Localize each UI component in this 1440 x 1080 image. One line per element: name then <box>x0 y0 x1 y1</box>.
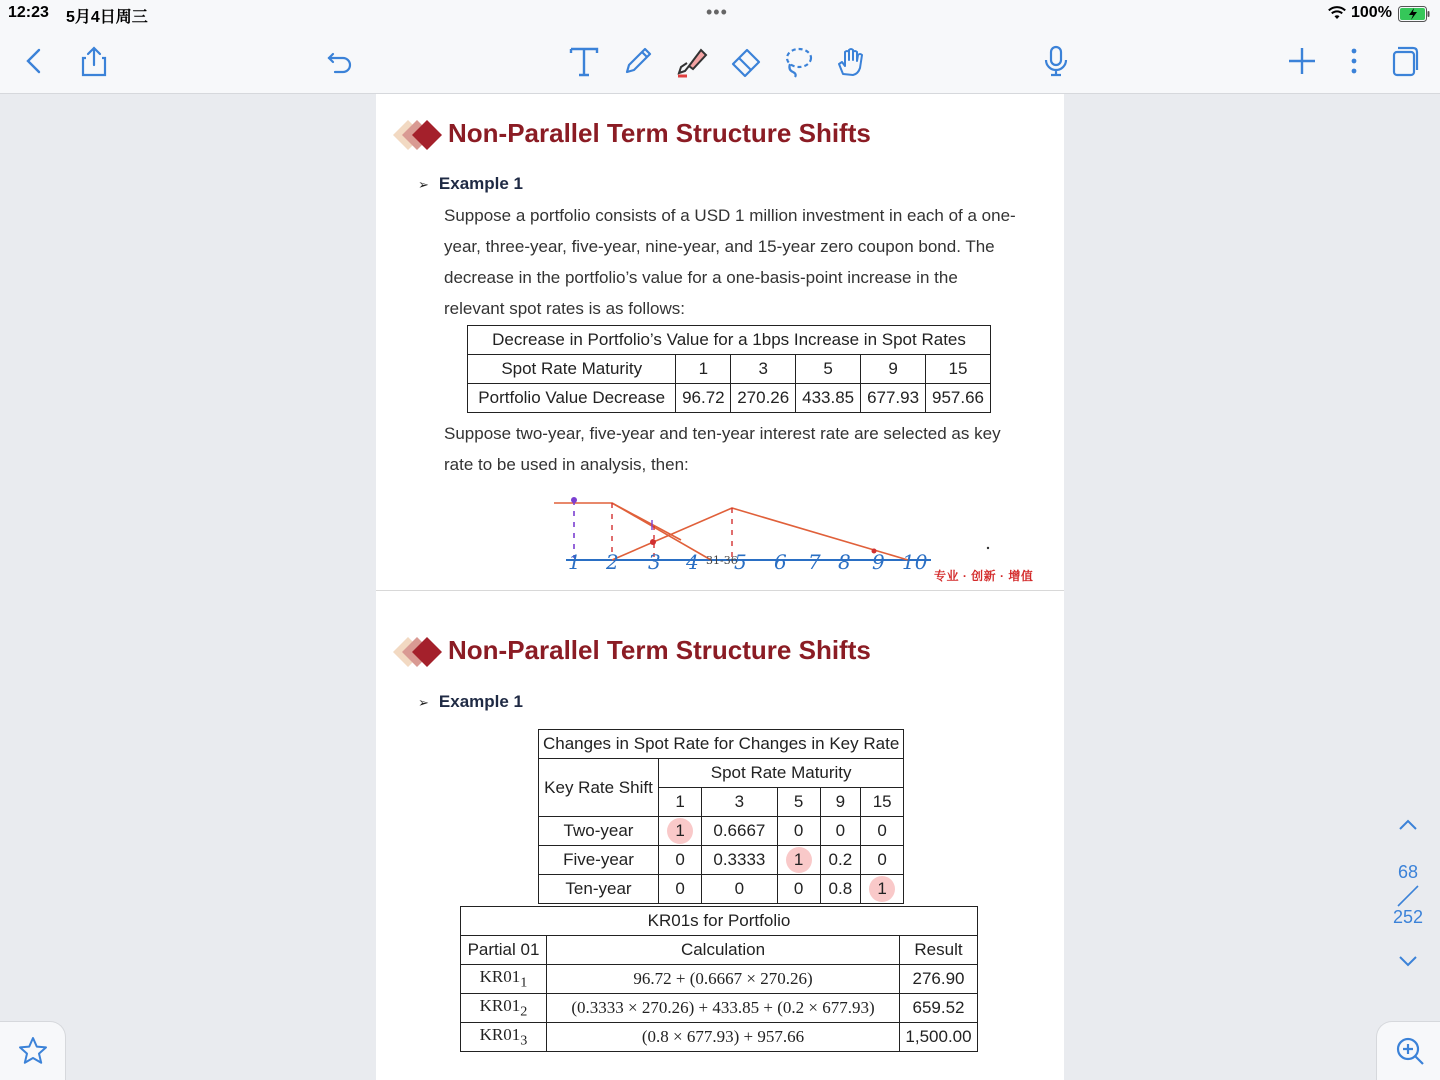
highlight-mark: 1 <box>786 847 812 873</box>
sketch-axis-labels: 1 2 3 4 31-36 5 6 7 8 9 10 <box>568 550 928 574</box>
bullet-example: ➢ Example 1 <box>418 174 524 193</box>
page-slash-icon <box>1396 884 1420 908</box>
highlight-mark: 1 <box>667 818 693 844</box>
table-row: $KR01_2$ (0.3333 × 270.26) + 433.85 + (0.2 × 677.93) 659.52 <box>461 994 978 1023</box>
slide-title: Non-Parallel Term Structure Shifts <box>448 118 871 148</box>
table-row: Two-year 1 0.6667 0 0 0 <box>539 817 904 846</box>
total-pages-number: 252 <box>1392 907 1424 927</box>
mic-icon[interactable] <box>1038 42 1074 80</box>
title-diamonds-icon <box>392 118 444 152</box>
title-diamonds-icon <box>392 635 444 669</box>
status-time: 12:23 <box>8 4 49 21</box>
table-caption: Decrease in Portfolio’s Value for a 1bps Increase in Spot Rates <box>468 326 991 355</box>
status-date: 5月4日周三 <box>66 9 148 26</box>
kr01-table <box>460 906 978 1052</box>
table-caption: KR01s for Portfolio <box>461 907 978 936</box>
current-page-number[interactable]: 68 <box>1397 862 1419 882</box>
favorite-button[interactable] <box>0 1021 66 1080</box>
portfolio-decrease-table <box>467 325 991 413</box>
table-row: 1 3 5 9 15 <box>539 788 904 817</box>
intro-paragraph: Suppose a portfolio consists of a USD 1 million investment in each of a one- year, three-year, five-year, nine-year, and 15-year zero coupon bond. The decrease in the portfolio’s value for a one-basis-point increase in the relevant spot rates is as follows: <box>444 206 1016 318</box>
table-row: $KR01_1$ 96.72 + (0.6667 × 270.26) 276.90 <box>461 965 978 994</box>
pages-icon[interactable] <box>1386 42 1422 80</box>
table-row: Portfolio Value Decrease 96.72 270.26 433.85 677.93 957.66 <box>468 384 991 413</box>
zoom-in-icon <box>1394 1035 1426 1067</box>
share-icon[interactable] <box>76 42 112 80</box>
hand-icon[interactable] <box>832 42 868 80</box>
table-header: Partial 01 Calculation Result <box>461 936 978 965</box>
add-icon[interactable] <box>1284 42 1320 80</box>
brand-slogan: 专业 · 创新 · 增值 <box>934 569 1034 583</box>
more-icon[interactable] <box>1336 42 1372 80</box>
document-page[interactable] <box>376 591 1064 1080</box>
battery-charging-icon <box>1398 6 1430 22</box>
bullet-example: ➢ Example 1 <box>418 692 524 711</box>
table-row: Spot Rate Maturity 1 3 5 9 15 <box>468 355 991 384</box>
multitasking-dots[interactable]: ••• <box>706 2 728 22</box>
table-row: Five-year 0 0.3333 1 0.2 0 <box>539 846 904 875</box>
status-bar <box>0 0 1440 28</box>
zoom-button[interactable] <box>1376 1021 1440 1080</box>
page-down-icon[interactable] <box>1398 954 1418 968</box>
table-caption: Changes in Spot Rate for Changes in Key Rate <box>539 730 904 759</box>
table-row: $KR01_3$ (0.8 × 677.93) + 957.66 1,500.00 <box>461 1023 978 1052</box>
page-navigator <box>1380 810 1436 980</box>
pen-icon[interactable] <box>620 42 656 80</box>
highlighter-icon[interactable] <box>674 42 710 80</box>
lasso-icon[interactable] <box>780 42 816 80</box>
back-icon[interactable] <box>16 42 52 80</box>
page-up-icon[interactable] <box>1398 818 1418 832</box>
eraser-icon[interactable] <box>728 42 764 80</box>
highlight-mark: 1 <box>869 876 895 902</box>
key-rate-paragraph: Suppose two-year, five-year and ten-year interest rate are selected as key rate to be used in analysis, then: <box>444 424 1001 474</box>
document-page[interactable] <box>376 94 1064 590</box>
text-tool-icon[interactable] <box>566 42 602 80</box>
undo-icon[interactable] <box>322 42 358 80</box>
wifi-icon <box>1327 6 1347 20</box>
star-icon <box>17 1035 49 1067</box>
slide-title: Non-Parallel Term Structure Shifts <box>448 635 871 665</box>
table-row: Ten-year 0 0 0 0.8 1 <box>539 875 904 904</box>
toolbar <box>0 28 1440 94</box>
battery-percent: 100% <box>1351 4 1392 21</box>
key-rate-changes-table: Changes in Spot Rate for Changes in Key Rate Key Rate Shift Spot Rate Maturity 1 3 5 9 15 Two-year 1 0.6667 0 0 0 Five-year 0 0.3333 1 0.2 0 Ten-year 0 0 0 0.8 1 <box>538 729 904 904</box>
